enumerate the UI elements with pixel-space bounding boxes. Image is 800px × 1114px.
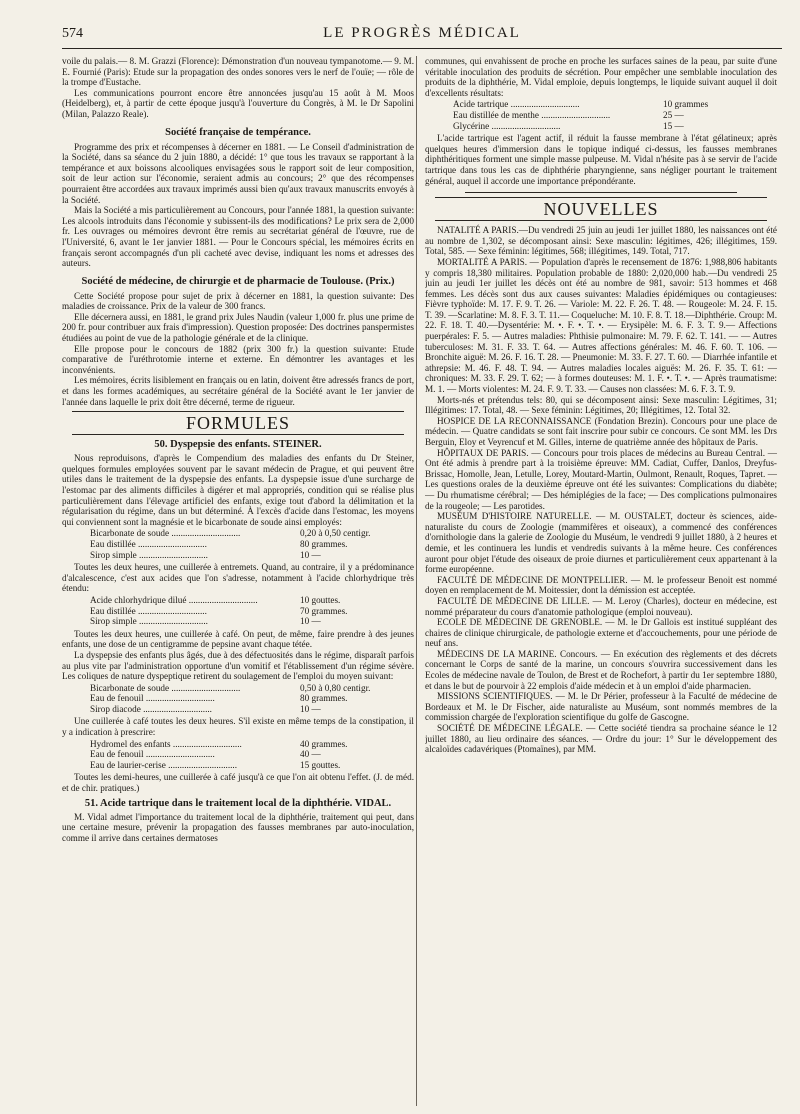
paragraph: Toutes les deux heures, une cuillerée à entremets. Quand, au contraire, il y a prédominance d'alcalescence, c'est aux acides que l'on s'adresse, notamment à l'acide chlorhydrique très étendu: — [62, 562, 414, 594]
news-item: MUSÉUM D'HISTOIRE NATURELLE. — M. OUSTALET, docteur ès sciences, aide-naturaliste du cours de Zoologie (mammifères et oiseaux), a commencé des conférences d'ornithologie dans la galerie de Zoologie du Muséum, le vendredi 9 juillet 1880, à 2 heures et demie, et les continuera les lundis et vendredis suivants à la même heure. Ces conférences auront pour objet l'étude des oiseaux de proie diurnes et particulièrement ceux appartenant à la forme européenne. — [425, 511, 777, 575]
paragraph: Nous reproduisons, d'après le Compendium des maladies des enfants du Dr Steiner, quelques formules employées souvent par le savant médecin de Prague, et qui peuvent être utiles dans le traitement de la dyspepsie des enfants. La dyspepsie issue d'une surcharge de l'estomac par des aliments difficiles à digérer et mal appropriés, condition qui se réalise plus particulièrement dans l'élevage artificiel des enfants, exige tout d'abord la délimitation et la régularisation du régime, dans un but déterminé. À l'excès d'acide dans l'estomac, les moyens qui conviennent sont la magnésie et le bicarbonate de soude ainsi employés: — [62, 453, 414, 527]
news-item: FACULTÉ DE MÉDECINE DE LILLE. — M. Leroy (Charles), docteur en médecine, est nommé préparateur du cours d'anatomie pathologique (emploi nouveau). — [425, 595, 777, 617]
recipe-ingredient: Acide tartrique .............................. — [453, 99, 580, 110]
paragraph: Toutes les deux heures, une cuillerée à café. On peut, de même, faire prendre à des jeunes enfants, une dose de un centigramme de pepsine avant chaque tétée. — [62, 628, 414, 650]
recipe-quantity: 0,50 à 0,80 centigr. — [300, 682, 371, 693]
recipe-row — [90, 595, 414, 606]
recipe-row — [90, 760, 414, 771]
recipe-quantity: 10 gouttes. — [300, 594, 341, 605]
recipe-list — [90, 739, 414, 771]
recipe-quantity: 70 grammes. — [300, 605, 348, 616]
recipe-ingredient: Eau de fenouil .............................. — [90, 693, 215, 704]
paragraph: Mais la Société a mis particulièrement au Concours, pour l'année 1881, la question suivante: Les alcools introduits dans l'économie y subissent-ils des modifications? Le prix sera de 2,000 fr. Les ouvrages ou mémoires devront être remis au secrétariat général de l'œuvre, rue de l'Université, 6, avant le 1er janvier 1881. — Pour le Concours spécial, les mémoires écrits en français seront accompagnés d'un pli cacheté avec devise, indiquant les noms et adresses des auteurs. — [62, 205, 414, 269]
recipe-row — [90, 683, 414, 694]
formules-heading: FORMULES — [72, 411, 404, 435]
divider — [465, 192, 737, 193]
recipe-ingredient: Sirop simple .............................. — [90, 549, 208, 560]
journal-title: LE PROGRÈS MÉDICAL — [323, 25, 521, 41]
recipe-row — [453, 110, 777, 121]
recipe-ingredient: Eau distillée .............................. — [90, 538, 207, 549]
recipe-ingredient: Sirop simple .............................. — [90, 616, 208, 627]
recipe-quantity: 80 grammes. — [300, 538, 348, 549]
news-item: MÉDECINS DE LA MARINE. Concours. — En exécution des règlements et des décrets concernant le Corps de santé de la marine, un concours s'ouvrira successivement dans les Ecoles de médecine navale de Toulon, de Brest et de Rochefort, à partir du 1er septembre 1880, et dans le but de pourvoir à 22 emplois d'aide médecin et à un emploi d'aide pharmacien. — [425, 648, 777, 691]
recipe-quantity: 15 gouttes. — [300, 759, 341, 770]
paragraph: Elle décernera aussi, en 1881, le grand prix Jules Naudin (valeur 1,000 fr. plus une prime de 200 fr. pour contribuer aux frais d'impression). Question proposée: Des doctrines panspermistes étudiées au point de vue de la pathologie générale et de la clinique. — [62, 311, 414, 344]
news-item: HOSPICE DE LA RECONNAISSANCE (Fondation Brezin). Concours pour une place de médecin. — Quatre candidats se sont fait inscrire pour subir ce concours. Ce sont MM. les Drs Berguin, Eloy et Veyrencuf et M. Gilles, interne de quatrième année des hôpitaux de Paris. — [425, 415, 777, 447]
formula-title: 50. Dyspepsie des enfants. STEINER. — [154, 439, 322, 451]
recipe-quantity: 40 — — [300, 749, 321, 760]
recipe-row — [90, 606, 414, 617]
page-header — [62, 22, 782, 49]
recipe-list — [90, 595, 414, 627]
recipe-row — [90, 693, 414, 704]
recipe-row — [90, 550, 414, 561]
recipe-ingredient: Sirop diacode .............................. — [90, 703, 212, 714]
recipe-quantity: 0,20 à 0,50 centigr. — [300, 528, 371, 539]
recipe-quantity: 25 — — [663, 109, 684, 120]
news-item: Morts-nés et prétendus tels: 80, qui se décomposent ainsi: Sexe masculin: Légitimes, 31; Illégitimes: 17. Total, 48. — Sexe féminin: Légitimes, 20; Illégitimes, 12. Total 32. — [425, 394, 777, 416]
recipe-quantity: 80 grammes. — [300, 693, 348, 704]
recipe-ingredient: Bicarbonate de soude .............................. — [90, 682, 241, 693]
paragraph: M. Vidal admet l'importance du traitement local de la diphthérie, traitement qui peut, dans une certaine mesure, prévenir la propagation des fausses membranes par auto-inoculation, comme il arrive dans certaines dermatoses — [62, 811, 414, 843]
recipe-ingredient: Hydromel des enfants .............................. — [90, 738, 242, 749]
paragraph: L'acide tartrique est l'agent actif, il réduit la fausse membrane à l'état gélatineux; après quelques heures d'immersion dans le topique indiqué ci-dessus, les fausses membranes diphthéritiques forment une simple masse pulpeuse. M. Vidal n'hésite pas à se servir de l'acide tartrique dans tous les cas de diphthérie pharyngienne, sans négliger pourtant le traitement général, auquel il accorde une importance prépondérante. — [425, 133, 777, 186]
recipe-quantity: 15 — — [663, 120, 684, 131]
recipe-ingredient: Bicarbonate de soude .............................. — [90, 528, 241, 539]
recipe-quantity: 10 — — [300, 549, 321, 560]
page-number: 574 — [62, 26, 83, 41]
left-column — [62, 56, 414, 1106]
right-column — [425, 56, 777, 1106]
recipe-row — [90, 739, 414, 750]
news-item: MISSIONS SCIENTIFIQUES. — M. le Dr Périer, professeur à la Faculté de médecine de Bordeaux et M. le Dr Fischer, aide naturaliste au Muséum, sont nommés membres de la commission chargée de l'exploration scientifique du golfe de Gascogne. — [425, 691, 777, 723]
recipe-ingredient: Eau distillée de menthe .............................. — [453, 109, 611, 120]
recipe-row — [90, 539, 414, 550]
recipe-ingredient: Acide chlorhydrique dilué .............................. — [90, 594, 258, 605]
recipe-row — [90, 704, 414, 715]
news-item: NATALITÉ A PARIS.—Du vendredi 25 juin au jeudi 1er juillet 1880, les naissances ont été au nombre de 1,302, se décomposant ainsi: Sexe masculin: légitimes, 426; illégitimes, 159. Total, 585. — Sexe féminin: légitimes, 568; illégitimes, 149. Total, 717. — [425, 225, 777, 257]
recipe-ingredient: Glycérine .............................. — [453, 120, 561, 131]
recipe-row — [90, 616, 414, 627]
recipe-quantity: 10 — — [300, 616, 321, 627]
nouvelles-heading: NOUVELLES — [435, 197, 767, 221]
paragraph: Cette Société propose pour sujet de prix à décerner en 1881, la question suivante: Des maladies de croissance. Prix de la valeur de 300 francs. — [62, 290, 414, 312]
recipe-quantity: 10 — — [300, 703, 321, 714]
section-title: Société de médecine, de chirurgie et de pharmacie de Toulouse. (Prix.) — [81, 275, 395, 287]
recipe-ingredient: Eau de laurier-cerise .............................. — [90, 759, 238, 770]
recipe-row — [90, 749, 414, 760]
news-item: FACULTÉ DE MÉDECINE DE MONTPELLIER. — M. le professeur Benoit est nommé doyen en remplacement de M. Moitessier, dont la démission est acceptée. — [425, 574, 777, 596]
formula-title: 51. Acide tartrique dans le traitement local de la diphthérie. VIDAL. — [84, 797, 392, 809]
paragraph: Elle propose pour le concours de 1882 (prix 300 fr.) la question suivante: Etude comparative de l'uréthrotomie interne et externe. En démontrer les avantages et les inconvénients. — [62, 343, 414, 375]
recipe-list — [90, 683, 414, 715]
paragraph: La dyspepsie des enfants plus âgés, due à des défectuosités dans le régime, disparaît parfois au plus vite par l'administration opportune d'un vomitif et l'établissement d'un régime sévère. Les coliques de nature dyspeptique retirent du soulagement de l'emploi du moyen suivant: — [62, 649, 414, 682]
paragraph: communes, qui envahissent de proche en proche les surfaces saines de la peau, par suite d'une véritable inoculation des produits de sécrétion. Pour empêcher une semblable inoculation des produits de la diphthérie, M. Vidal emploie, depuis longtemps, le liquide suivant auquel il doit d'excellents résultats: — [425, 56, 777, 98]
news-item: SOCIÉTÉ DE MÉDECINE LÉGALE. — Cette société tiendra sa prochaine séance le 12 juillet 1880, au lieu ordinaire des séances. — Ordre du jour: 1° Sur le développement des alcaloïdes cadavériques (Ptomaïnes), par MM. — [425, 723, 777, 755]
paragraph: Les mémoires, écrits lisiblement en français ou en latin, doivent être adressés francs de port, et dans les formes académiques, au secrétaire général de la Société avant le 1er janvier de l'année dans laquelle le prix doit être décerné, terme de rigueur. — [62, 375, 414, 407]
news-item: ECOLE DE MÉDECINE DE GRENOBLE. — M. le Dr Gallois est institué suppléant des chaires de clinique chirurgicale, de pathologie externe et d'accouchements, pour une période de neuf ans. — [425, 617, 777, 649]
paragraph: Toutes les demi-heures, une cuillerée à café jusqu'à ce que l'on ait obtenu l'effet. (J. de méd. et de chir. pratiques.) — [62, 772, 414, 794]
news-item: HÔPITAUX DE PARIS. — Concours pour trois places de médecins au Bureau Central. — Ont été admis à prendre part à la troisième épreuve: MM. Cadiat, Cuffer, Danlos, Dreyfus-Brissac, Homolle, Jean, Letulle, Lorey, Moutard-Martin, Oulmont, Renault, Roques, Tapret. — Les questions orales de la deuxième épreuve ont été les suivantes: Complications du diabète; — Du rhumatisme cérébral; — Des hémiplégies de la face; — Des complications pulmonaires de la rougeole; — Les parotides. — [425, 447, 777, 511]
recipe-ingredient: Eau de fenouil .............................. — [90, 749, 215, 760]
paragraph: Programme des prix et récompenses à décerner en 1881. — Le Conseil d'administration de la Société, dans sa séance du 2 juin 1880, a décidé: 1° que tous les travaux se rapportant à la tempérance et aux boissons alcooliques envisagées sous le rapport soit de leur composition, soit de leur action sur l'économie, seraient admis au concours; 2° que des récompenses pourraient être accordées aux travaux imprimés aussi bien qu'aux travaux manuscrits envoyés à la Société. — [62, 141, 414, 205]
recipe-ingredient: Eau distillée .............................. — [90, 605, 207, 616]
recipe-row — [90, 528, 414, 539]
recipe-row — [453, 121, 777, 132]
news-item: MORTALITÉ A PARIS. — Population d'après le recensement de 1876: 1,988,806 habitants y compris 18,380 militaires. Population probable de 1880: 2,020,000 hab.—Du vendredi 25 juin au jeudi 1er juillet les décès ont été au nombre de 981, savoir: 513 hommes et 468 femmes. Les décès sont dus aux causes suivantes: Maladies épidémiques ou contagieuses: Fièvre typhoïde: M. 17. F. 9. T. 26. — Variole: M. 22. F. 26. T. 48. — Rougeole: M. 24. F. 15. T. 39. —Scarlatine: M. 8. F. 3. T. 11.— Coqueluche: M. 10. F. 8. T. 18.—Diphthérie. Croup: M. 22. F. 18. T. 40.—Dysentérie: M. •. F. •. T. •. — Erysipèle: M. 6. F. 3. T. 9.— Affections puerpérales: F. 5. — Autres maladies: Phthisie pulmonaire: M. 79. F. 62. T. 141. — — Autres tuberculoses: M. 31. F. 33. T. 64. — Autres affections générales: M. 46. F. 60. T. 106. — Bronchite aiguë: M. 26. F. 16. T. 28. — Pneumonie: M. 33. F. 27. T. 60. — Diarrhée infantile et athrepsie: M. 46. F. 48. T. 94. — Autres maladies locales aiguës: M. 26. F. 35. T. 61: — chroniques: M. 33. F. 29. T. 62; — à formes douteuses: M. 1. F. •. T. •. — Après traumatisme: M. 1. — Morts violentes: M. 24. F. 9. T. 33. — Causes non classées: M. 6. F. 3. T. 9. — [425, 256, 777, 395]
recipe-list — [453, 99, 777, 131]
recipe-quantity: 10 grammes — [663, 99, 709, 110]
paragraph: Les communications pourront encore être annoncées jusqu'au 15 août à M. Moos (Heidelberg), et, à partir de cette époque jusqu'à l'ouverture du Congrès, à M. le Dr Sapolini (Milan, Palazzo Reale). — [62, 87, 414, 119]
section-title: Société française de tempérance. — [165, 126, 311, 138]
column-rule — [416, 56, 417, 1106]
paragraph: Une cuillerée à café toutes les deux heures. S'il existe en même temps de la constipation, il y a indication à prescrire: — [62, 716, 414, 738]
recipe-row — [453, 99, 777, 110]
recipe-quantity: 40 grammes. — [300, 738, 348, 749]
paragraph: voile du palais.— 8. M. Grazzi (Florence): Démonstration d'un nouveau tympanotome.— 9. M. E. Fournié (Paris): Etude sur la propagation des ondes sonores vers le nerf de l'ouïe; — rôle de la trompe d'Eustache. — [62, 56, 414, 88]
recipe-list — [90, 528, 414, 560]
